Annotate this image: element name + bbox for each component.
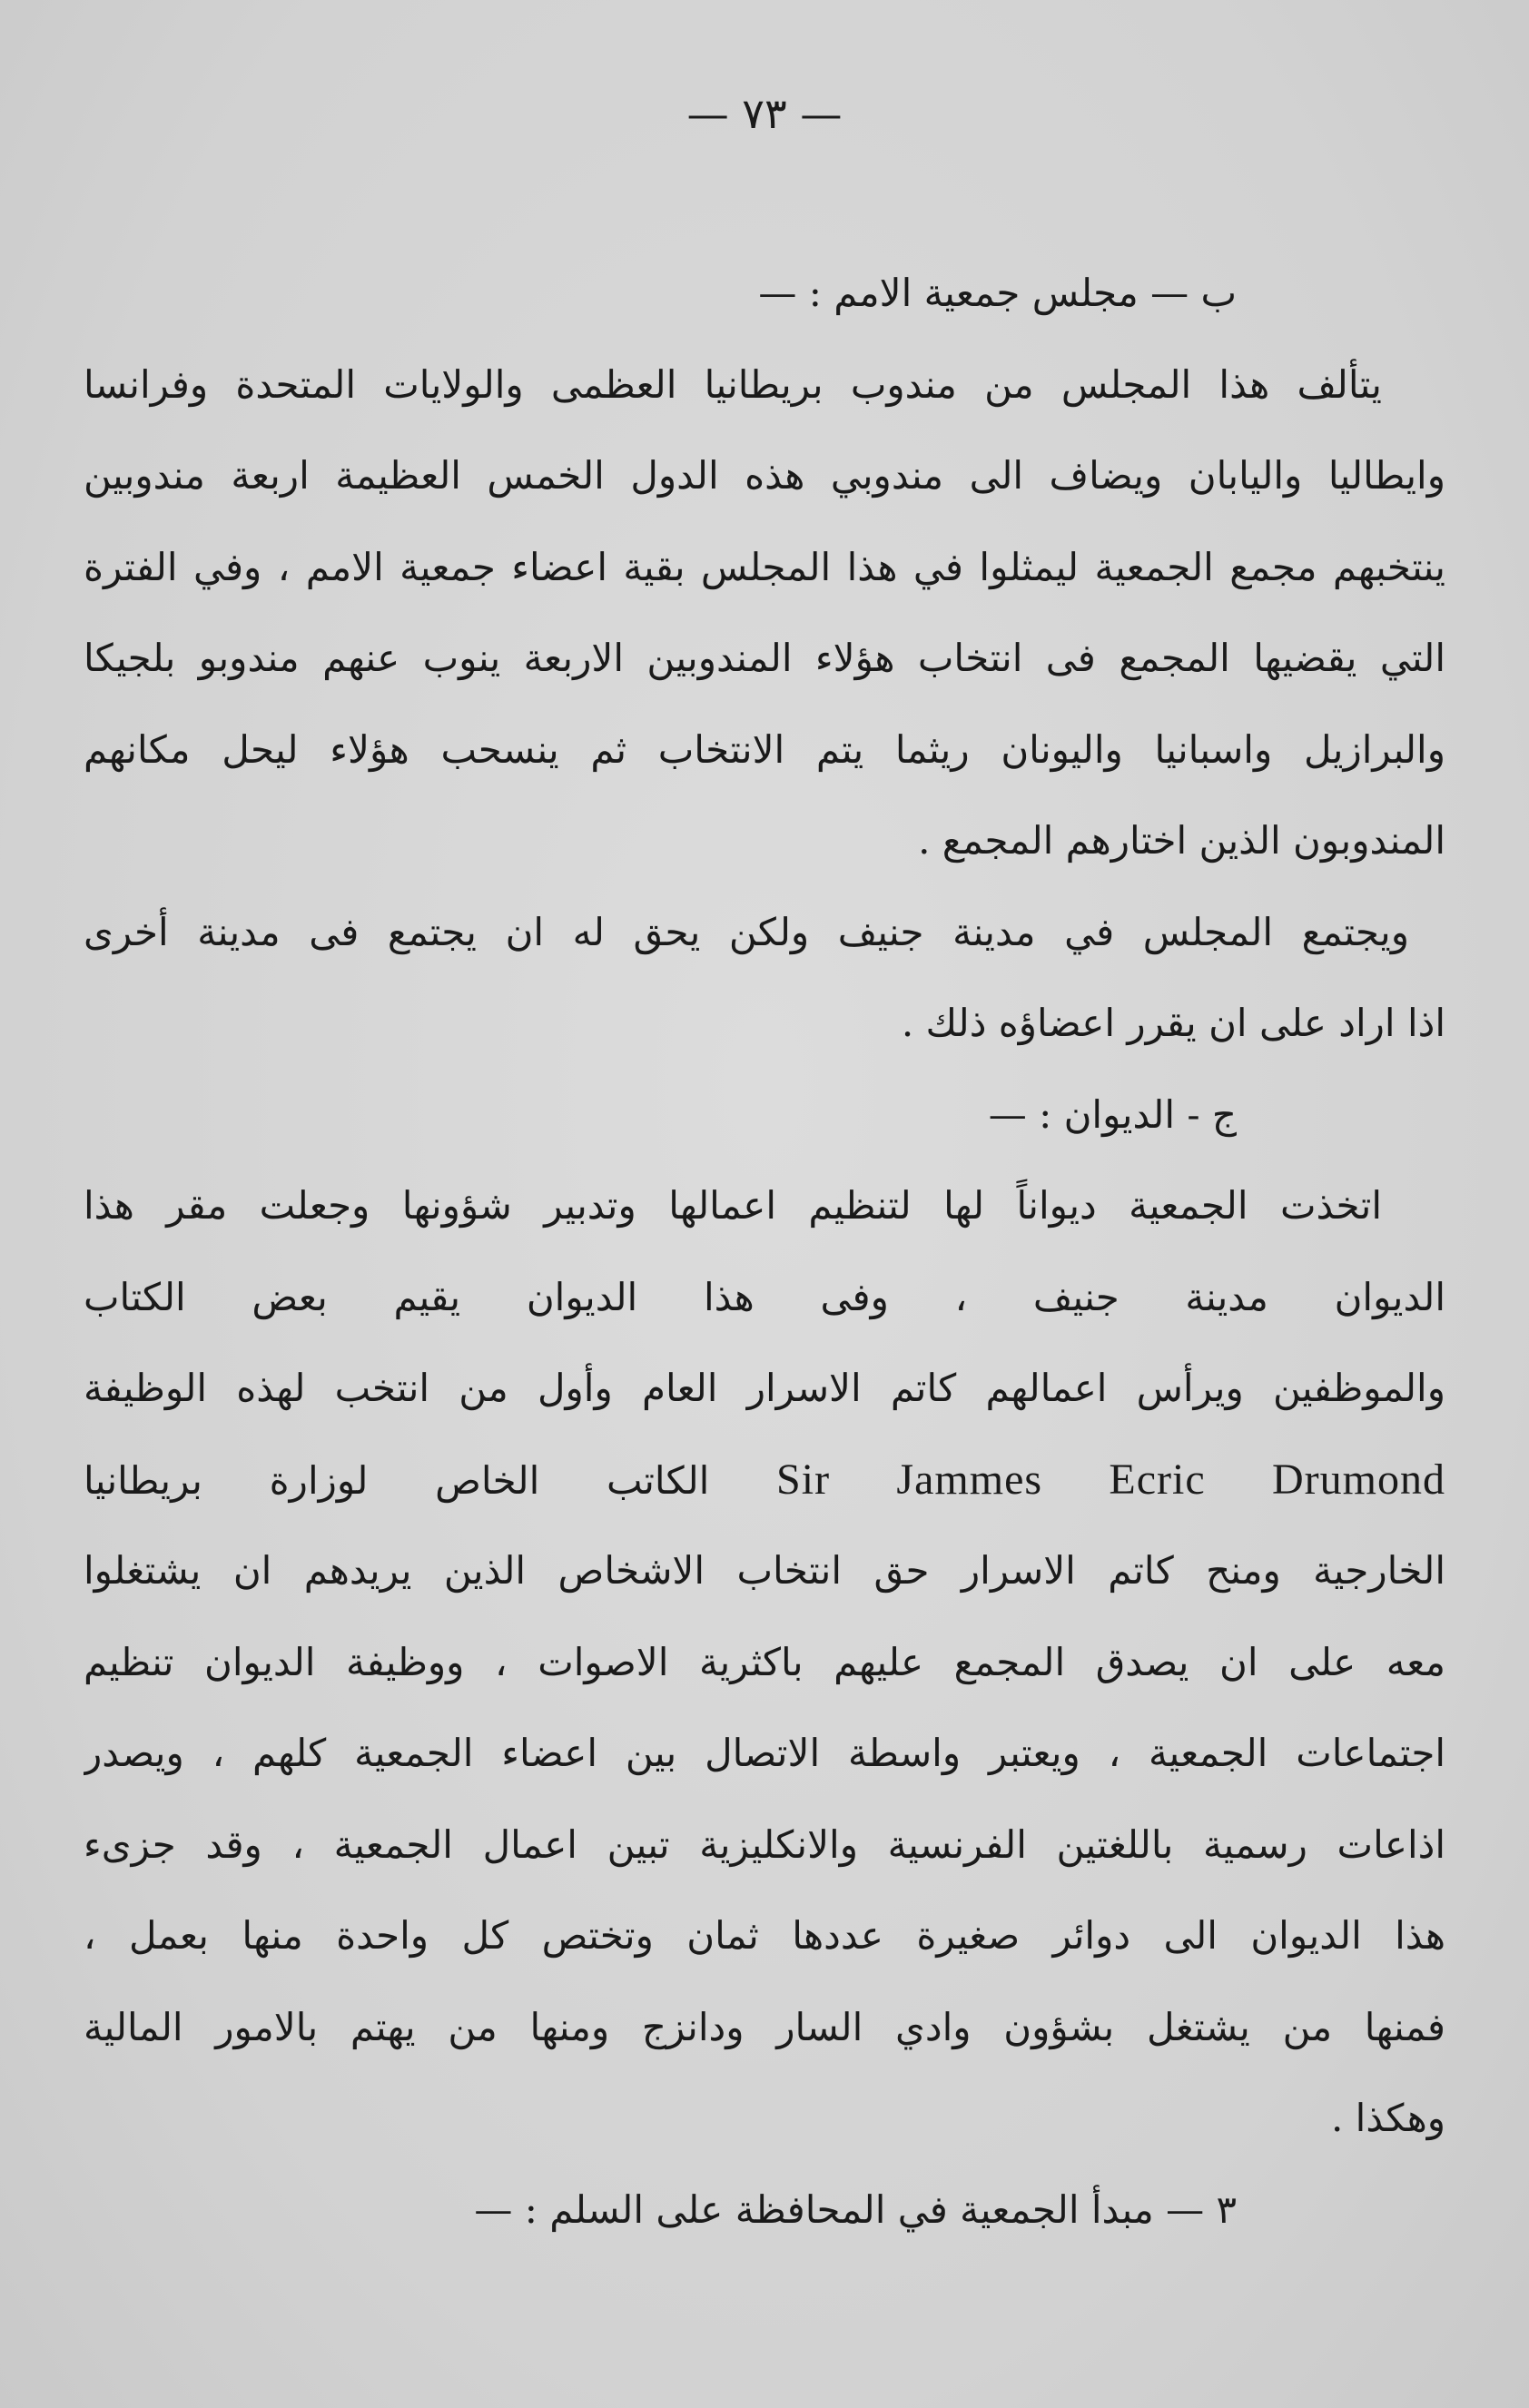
text-line: المندوبون الذين اختارهم المجمع . [918, 818, 1445, 863]
text-line: وهكذا . [1330, 2096, 1445, 2140]
section-heading: ج - الديوان : — [988, 1091, 1237, 1137]
text-line: والموظفين ويرأس اعمالهم كاتم الاسرار العام وأول من انتخب لهذه الوظيفة [84, 1366, 1445, 1410]
text-fragment: الكاتب الخاص لوزارة بريطانيا [84, 1457, 710, 1503]
text-line: اجتماعات الجمعية ، ويعتبر واسطة الاتصال بين اعضاء الجمعية كلهم ، ويصدر [84, 1731, 1445, 1775]
text-line: التي يقضيها المجمع فى انتخاب هؤلاء المندوبين الاربعة ينوب عنهم مندوبو بلجيكا [84, 636, 1445, 680]
text-line: معه على ان يصدق المجمع عليهم باكثرية الاصوات ، ووظيفة الديوان تنظيم [84, 1639, 1445, 1684]
text-line: هذا الديوان الى دوائر صغيرة عددها ثمان وتختص كل واحدة منها بعمل ، [84, 1913, 1445, 1958]
text-line: الديوان مدينة جنيف ، وفى هذا الديوان يقيم بعض الكتاب [84, 1274, 1445, 1319]
text-line: اتخذت الجمعية ديواناً لها لتنظيم اعمالها وتدبير شؤونها وجعلت مقر هذا [84, 1183, 1382, 1228]
text-line: ينتخبهم مجمع الجمعية ليمثلوا في هذا المجلس بقية اعضاء جمعية الامم ، وفي الفترة [84, 544, 1445, 589]
text-line: والبرازيل واسبانيا واليونان ريثما يتم الانتخاب ثم ينسحب هؤلاء ليحل مكانهم [84, 726, 1445, 772]
text-line: الخارجية ومنح كاتم الاسرار حق انتخاب الاشخاص الذين يريدهم ان يشتغلوا [84, 1548, 1445, 1593]
text-line: اذا اراد على ان يقرر اعضاؤه ذلك . [901, 1001, 1445, 1045]
text-line: وايطاليا واليابان ويضاف الى مندوبي هذه الدول الخمس العظيمة اربعة مندوبين [84, 453, 1445, 498]
section-heading: ب — مجلس جمعية الامم : — [758, 271, 1237, 315]
text-line: اذاعات رسمية باللغتين الفرنسية والانكليزية تبين اعمال الجمعية ، وقد جزىء [84, 1821, 1445, 1867]
page-body [84, 248, 1445, 2255]
text-line: يتألف هذا المجلس من مندوب بريطانيا العظمى والولايات المتحدة وفرانسا [84, 361, 1382, 407]
text-line: ويجتمع المجلس في مدينة جنيف ولكن يحق له ان يجتمع فى مدينة أخرى [84, 909, 1409, 954]
latin-name: Sir Jammes Ecric Drumond [776, 1455, 1445, 1504]
section-heading: ٣ — مبدأ الجمعية في المحافظة على السلم : — [474, 2186, 1237, 2232]
text-line: فمنها من يشتغل بشؤون وادي السار ودانزج ومنها من يهتم بالامور المالية [84, 2004, 1445, 2049]
page-number: — ٧٣ — [686, 89, 843, 138]
text-line-with-latin-name [84, 1435, 1445, 1526]
